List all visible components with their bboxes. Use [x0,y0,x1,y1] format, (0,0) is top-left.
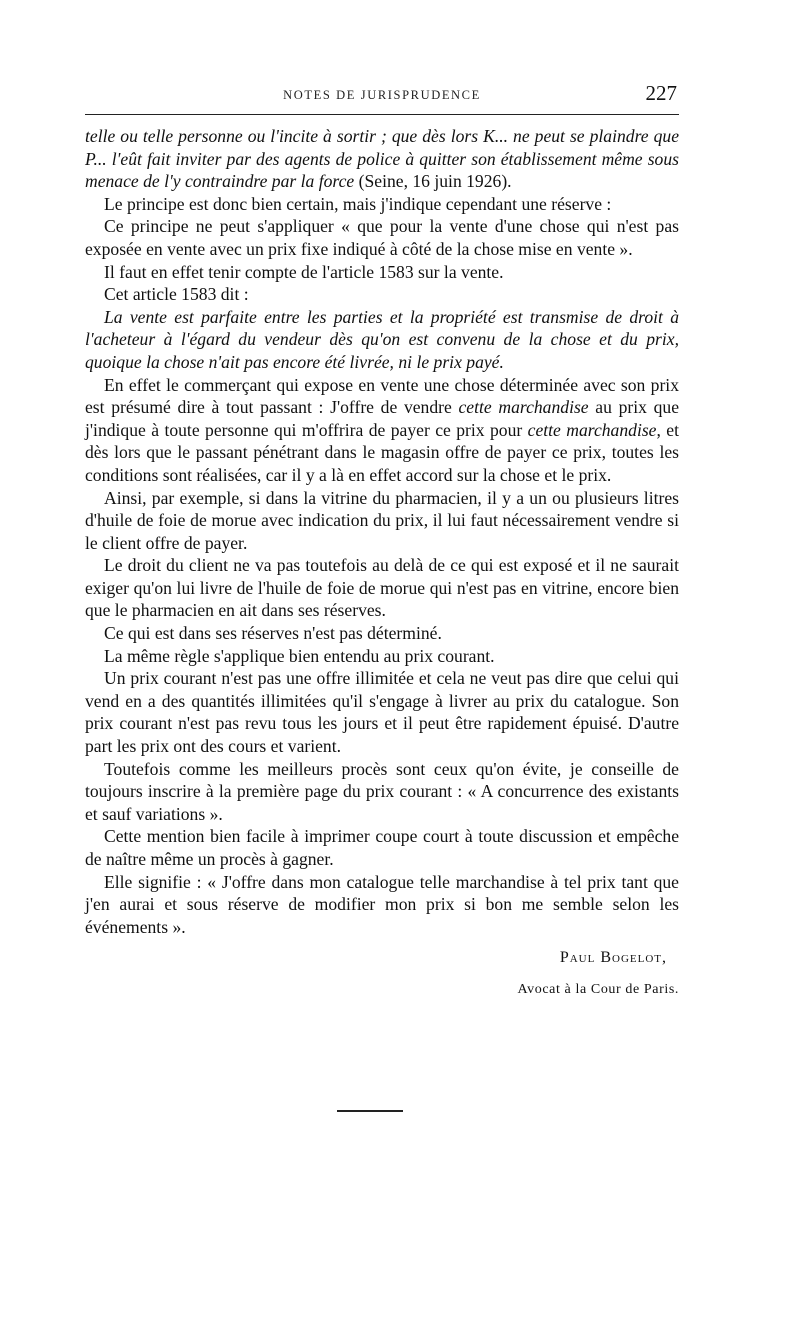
italic-run: cette marchandise [458,397,589,418]
text-run: La même règle s'applique bien entendu au prix courant. [104,645,495,666]
paragraph [85,758,679,826]
text-run: Elle signifie : « J'offre dans mon catalogue telle marchandise à tel prix tant que j'en aurai et sous réserve de modifier mon prix si bon me semble selon les événements ». [85,871,679,937]
text-run: , et dès lors que le passant pénétrant dans le magasin offre de payer ce prix, toutes les conditions sont réalisées, car il y a là en effet accord sur la chose et le prix. [85,419,680,485]
paragraph [85,622,679,645]
text-run: Toutefois comme les meilleurs procès sont ceux qu'on évite, je conseille de toujours inscrire à la première page du prix courant : « A concurrence des existants et sauf variations ». [85,758,679,824]
paragraph [85,306,679,374]
text-run: Il faut en effet tenir compte de l'article 1583 sur la vente. [104,261,504,282]
author-title: Avocat à la Cour de Paris. [517,982,679,998]
text-run: Un prix courant n'est pas une offre illimitée et cela ne veut pas dire que celui qui vend en a des quantités illimitées qu'il s'engage à livrer au prix du catalogue. Son prix courant n'est pas revu tous les jours et il peut être rapidement épuisé. D'autre part les prix ont des cours et varient. [85,668,679,757]
paragraph [85,825,679,870]
paragraph [85,554,679,622]
text-run: Ainsi, par exemple, si dans la vitrine du pharmacien, il y a un ou plusieurs litres d'huile de foie de morue avec indication du prix, il lui faut nécessairement vendre si le client offre de payer. [85,487,679,553]
paragraph [85,125,679,193]
article-body [85,125,679,938]
end-rule [337,1110,403,1112]
paragraph [85,283,679,306]
paragraph [85,871,679,939]
signature-block [85,946,679,1002]
paragraph [85,193,679,216]
text-run: au prix que j'indique à toute personne qui m'offrira de payer ce prix pour [85,397,680,440]
text-run: Le principe est donc bien certain, mais j'indique cependant une réserve : [104,193,612,214]
paragraph [85,215,679,260]
paragraph [85,487,679,555]
paragraph [85,261,679,284]
text-run: Cette mention bien facile à imprimer coupe court à toute discussion et empêche de naître même un procès à gagner. [85,826,679,869]
page-number: 227 [645,81,677,105]
text-run: Ce principe ne peut s'appliquer « que pour la vente d'une chose qui n'est pas exposée en vente avec un prix fixe indiqué à côté de la chose mise en vente ». [85,216,679,259]
paragraph [85,645,679,668]
text-run: En effet le commerçant qui expose en vente une chose déterminée avec son prix est présumé dire à tout passant : J'offre de vendre [85,374,679,418]
page [85,80,679,1002]
text-run: Le droit du client ne va pas toutefois au delà de ce qui est exposé et il ne saurait exiger qu'on lui livre de l'huile de foie de morue qui n'est pas en vitrine, encore bien que le pharmacien en ait dans ses réserves. [85,555,679,621]
author-name: Paul Bogelot, [559,949,667,967]
running-header [85,80,679,115]
text-run: (Seine, 16 juin 1926). [354,171,512,192]
text-run: Ce qui est dans ses réserves n'est pas déterminé. [104,623,442,644]
italic-run: cette marchandise [527,419,657,440]
italic-run: telle ou telle personne ou l'incite à sortir ; que dès lors K... ne peut se plaindre que P... l'eût fait inviter par des agents de police à quitter son établissement même sous menace de l'y contraindre par la force [85,126,679,192]
paragraph [85,667,679,757]
paragraph [85,374,679,487]
text-run: Cet article 1583 dit : [104,284,249,305]
italic-run: La vente est parfaite entre les parties et la propriété est transmise de droit à l'acheteur à l'égard du vendeur dès qu'on est convenu de la chose et du prix, quoique la chose n'ait pas encore été livrée, ni le prix payé. [85,306,679,372]
running-title: NOTES DE JURISPRUDENCE [283,88,481,102]
